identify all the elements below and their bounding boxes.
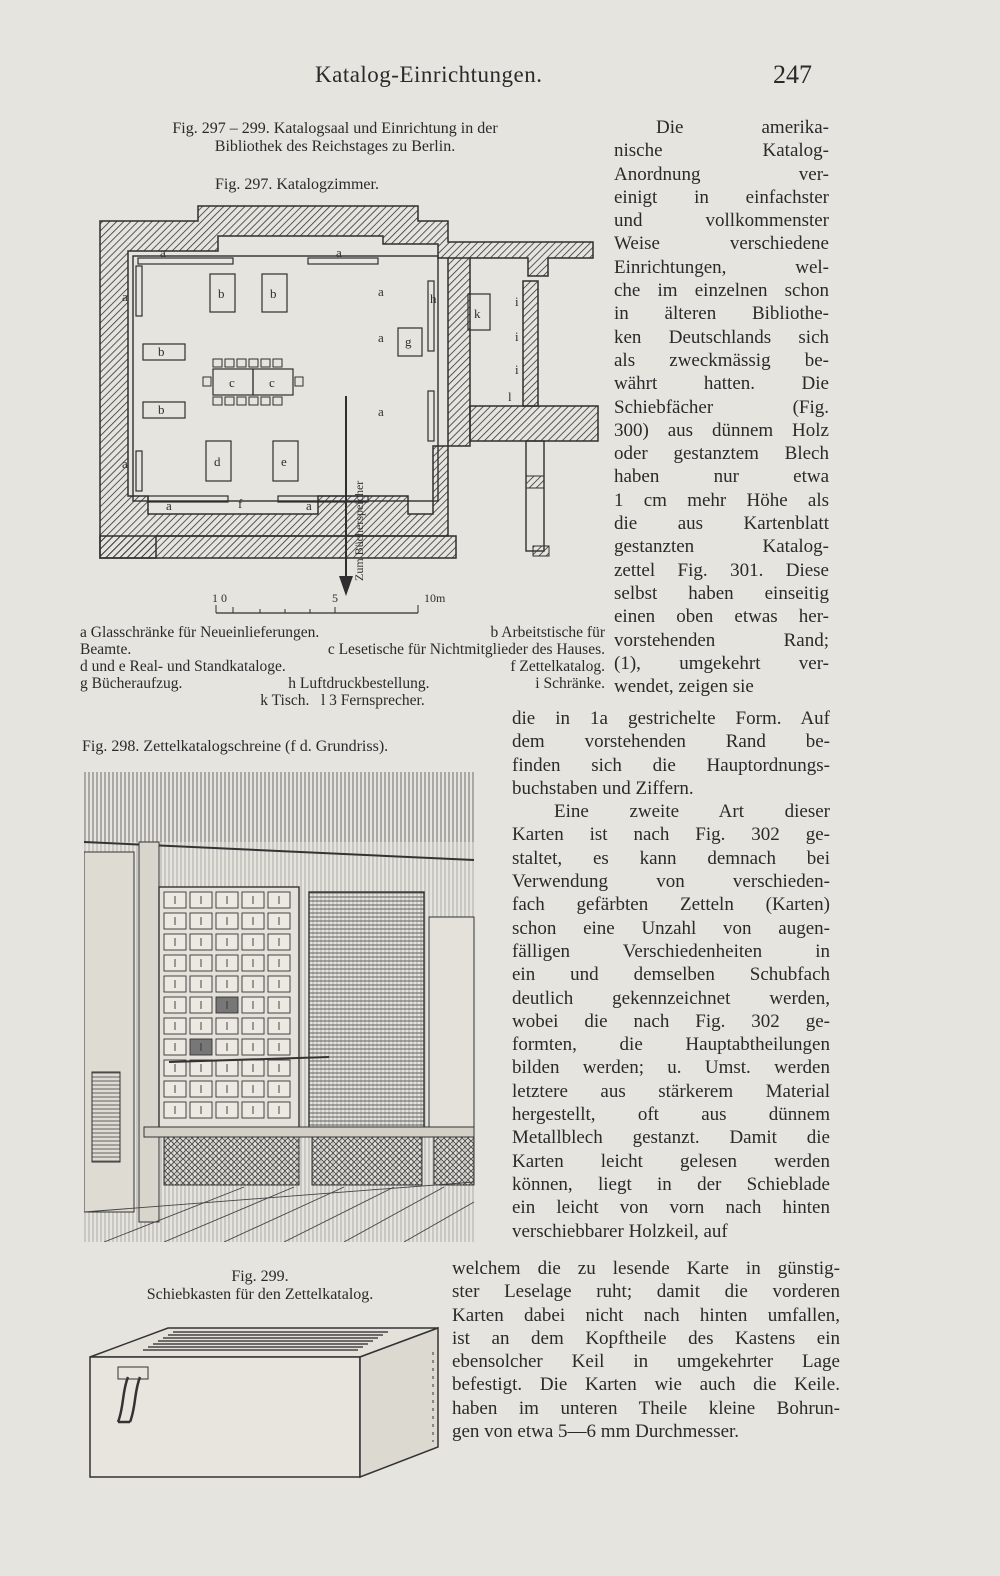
legend-entry: a Glasschränke für Neueinlieferungen.	[80, 624, 320, 641]
page-number: 247	[773, 60, 812, 89]
text-line: einigt in einfachster	[614, 186, 829, 208]
scale-end-label: 10m	[424, 591, 446, 605]
text-line: ster Leselage ruht; damit die vorderen	[452, 1281, 840, 1303]
fig299-caption-line: Fig. 299.	[231, 1268, 289, 1285]
text-line: che im einzelnen schon	[614, 280, 829, 302]
text-line: buchstaben und Ziffern.	[512, 777, 694, 799]
text-line: ken Deutschlands sich	[614, 326, 829, 348]
pillar	[139, 842, 159, 1222]
text-line: verschiebbarer Holzkeil, auf	[512, 1220, 728, 1242]
label-a: a	[378, 330, 384, 345]
legend-entry: i Schränke.	[535, 675, 605, 692]
scale-start-label: 1 0	[212, 591, 227, 605]
catalog-drawer-drawing	[88, 1322, 443, 1484]
label-b: b	[158, 344, 165, 359]
text-line: währt hatten. Die	[614, 373, 829, 395]
text-line: gestanzten Katalog-	[614, 536, 829, 558]
legend-entry: d und e Real- und Standkataloge.	[80, 658, 286, 675]
text-line: 300) aus dünnem Holz	[614, 419, 829, 441]
label-a: a	[166, 498, 172, 513]
text-line: finden sich die Hauptordnungs-	[512, 754, 830, 776]
figure-group-caption	[100, 120, 570, 156]
text-line: einen oben etwas her-	[614, 606, 829, 628]
label-c: c	[229, 375, 235, 390]
text-line: Eine zweite Art dieser	[554, 801, 830, 823]
label-b: b	[218, 286, 225, 301]
label-h: h	[430, 291, 437, 306]
text-line: Verwendung von verschieden-	[512, 871, 830, 893]
text-line: Weise verschiedene	[614, 233, 829, 255]
legend-row	[80, 658, 605, 675]
label-a: a	[122, 289, 128, 304]
figure-group-caption-line: Bibliothek des Reichstages zu Berlin.	[214, 138, 456, 155]
text-line: die in 1a gestrichelte Form. Auf	[512, 708, 830, 729]
text-line: deutlich gekennzeichnet werden,	[512, 987, 830, 1009]
legend-row	[80, 675, 605, 692]
text-line: Karten ist nach Fig. 302 ge-	[512, 824, 830, 846]
text-line: (1), umgekehrt ver-	[614, 652, 829, 674]
radiator-grille	[312, 1137, 422, 1185]
label-b: b	[270, 286, 277, 301]
text-line: ebensolcher Keil in umgekehrter Lage	[452, 1351, 840, 1373]
text-line: Anordnung ver-	[614, 163, 829, 185]
text-line: welchem die zu lesende Karte in günstig-	[452, 1258, 840, 1279]
text-line: können, liegt in der Schieblade	[512, 1173, 830, 1195]
legend-entry: b Arbeitstische für	[490, 624, 605, 641]
label-e: e	[281, 454, 287, 469]
label-d: d	[214, 454, 221, 469]
legend-row	[80, 624, 605, 641]
text-line: vorstehenden Rand;	[614, 629, 829, 651]
ceiling-cornice	[84, 772, 474, 842]
text-line: befestigt. Die Karten wie auch die Keile.	[452, 1374, 840, 1396]
label-k: k	[474, 306, 481, 321]
text-line: Karten dabei nicht nach hinten umfallen,	[452, 1304, 840, 1326]
fig299-caption-line: Schiebkasten für den Zettelkatalog.	[146, 1286, 374, 1303]
label-i: i	[515, 329, 519, 344]
fig298-caption: Fig. 298. Zettelkatalogschreine (f d. Grundriss).	[82, 738, 389, 755]
text-line: Metallblech gestanzt. Damit die	[512, 1127, 830, 1149]
text-line: Karten leicht gelesen werden	[512, 1150, 830, 1172]
text-line: haben im unteren Theile kleine Bohrun-	[452, 1397, 840, 1419]
fig299-caption	[100, 1268, 420, 1304]
catalog-cabinet-engraving	[84, 772, 479, 1242]
text-line: Schiebfächer (Fig.	[614, 396, 829, 418]
text-line: letztere aus stärkerem Material	[512, 1080, 830, 1102]
text-line: wendet, zeigen sie	[614, 676, 754, 698]
legend-entry: f Zettelkatalog.	[510, 658, 605, 675]
text-line: ein leicht von vorn nach hinten	[512, 1197, 830, 1219]
legend-entry: g Bücheraufzug.	[80, 675, 183, 692]
fig297-caption: Fig. 297. Katalogzimmer.	[215, 176, 379, 193]
text-line: Einrichtungen, wel-	[614, 256, 829, 278]
text-line: hergestellt, oft aus dünnem	[512, 1104, 830, 1126]
floorplan-figure	[78, 196, 608, 621]
body-column-mid	[512, 707, 830, 1243]
text-line: dem vorstehenden Rand be-	[512, 731, 830, 753]
text-line: wobei die nach Fig. 302 ge-	[512, 1010, 830, 1032]
text-line: Die amerika-	[656, 117, 829, 138]
legend-row	[80, 641, 605, 658]
label-b: b	[158, 402, 165, 417]
radiator-grille	[164, 1137, 299, 1185]
legend-entry: h Luftdruckbestellung.	[288, 675, 430, 692]
legend-entry: k Tisch.	[260, 692, 310, 709]
roller-shutter	[309, 892, 424, 1132]
text-line: in älteren Bibliothe-	[614, 303, 829, 325]
text-line: selbst haben einseitig	[614, 582, 829, 604]
legend-entry: l 3 Fernsprecher.	[321, 692, 425, 709]
label-a: a	[336, 245, 342, 260]
floorplan-walls	[100, 206, 598, 558]
text-line: 1 cm mehr Höhe als	[614, 489, 829, 511]
text-line: fach gefärbten Zetteln (Karten)	[512, 894, 830, 916]
text-line: ein und demselben Schubfach	[512, 964, 830, 986]
label-c: c	[269, 375, 275, 390]
label-a: a	[378, 284, 384, 299]
label-i: i	[515, 362, 519, 377]
label-a: a	[160, 245, 166, 260]
text-line: fälligen Verschiedenheiten in	[512, 940, 830, 962]
scale-bar	[212, 591, 446, 613]
legend-entry: c Lesetische für Nichtmitglieder des Hauses.	[327, 641, 605, 658]
text-line: haben nur etwa	[614, 466, 829, 488]
text-line: oder gestanztem Blech	[614, 443, 829, 465]
body-column-wide	[452, 1257, 840, 1443]
label-a: a	[306, 498, 312, 513]
label-a: a	[378, 404, 384, 419]
label-i: i	[515, 294, 519, 309]
figure-group-caption-line: Fig. 297 – 299. Katalogsaal und Einrichtung in der	[172, 120, 498, 137]
label-a: a	[122, 456, 128, 471]
text-line: und vollkommenster	[614, 210, 829, 232]
text-line: bilden werden; u. Umst. werden	[512, 1057, 830, 1079]
running-head: Katalog-Einrichtungen.	[315, 62, 543, 87]
text-line: ist an dem Kopftheile des Kastens ein	[452, 1327, 840, 1349]
legend-entry: Beamte.	[80, 641, 132, 658]
radiator-grille	[434, 1137, 474, 1185]
body-column-narrow	[614, 116, 829, 698]
text-line: schon eine Unzahl von augen-	[512, 917, 830, 939]
stair-label: Zum Bücherspeicher	[352, 480, 366, 581]
label-l: l	[508, 389, 512, 404]
drawer-cabinet-right	[429, 917, 474, 1132]
scale-mid-label: 5	[332, 591, 338, 605]
floorplan-legend	[80, 624, 605, 709]
label-g: g	[405, 334, 412, 349]
text-line: nische Katalog-	[614, 140, 829, 162]
label-f: f	[238, 496, 243, 511]
text-line: die aus Kartenblatt	[614, 513, 829, 535]
text-line: staltet, es kann demnach bei	[512, 847, 830, 869]
text-line: gen von etwa 5—6 mm Durchmesser.	[452, 1421, 740, 1443]
text-line: zettel Fig. 301. Diese	[614, 559, 829, 581]
text-line: formten, die Hauptabtheilungen	[512, 1034, 830, 1056]
text-line: als zweckmässig be-	[614, 349, 829, 371]
